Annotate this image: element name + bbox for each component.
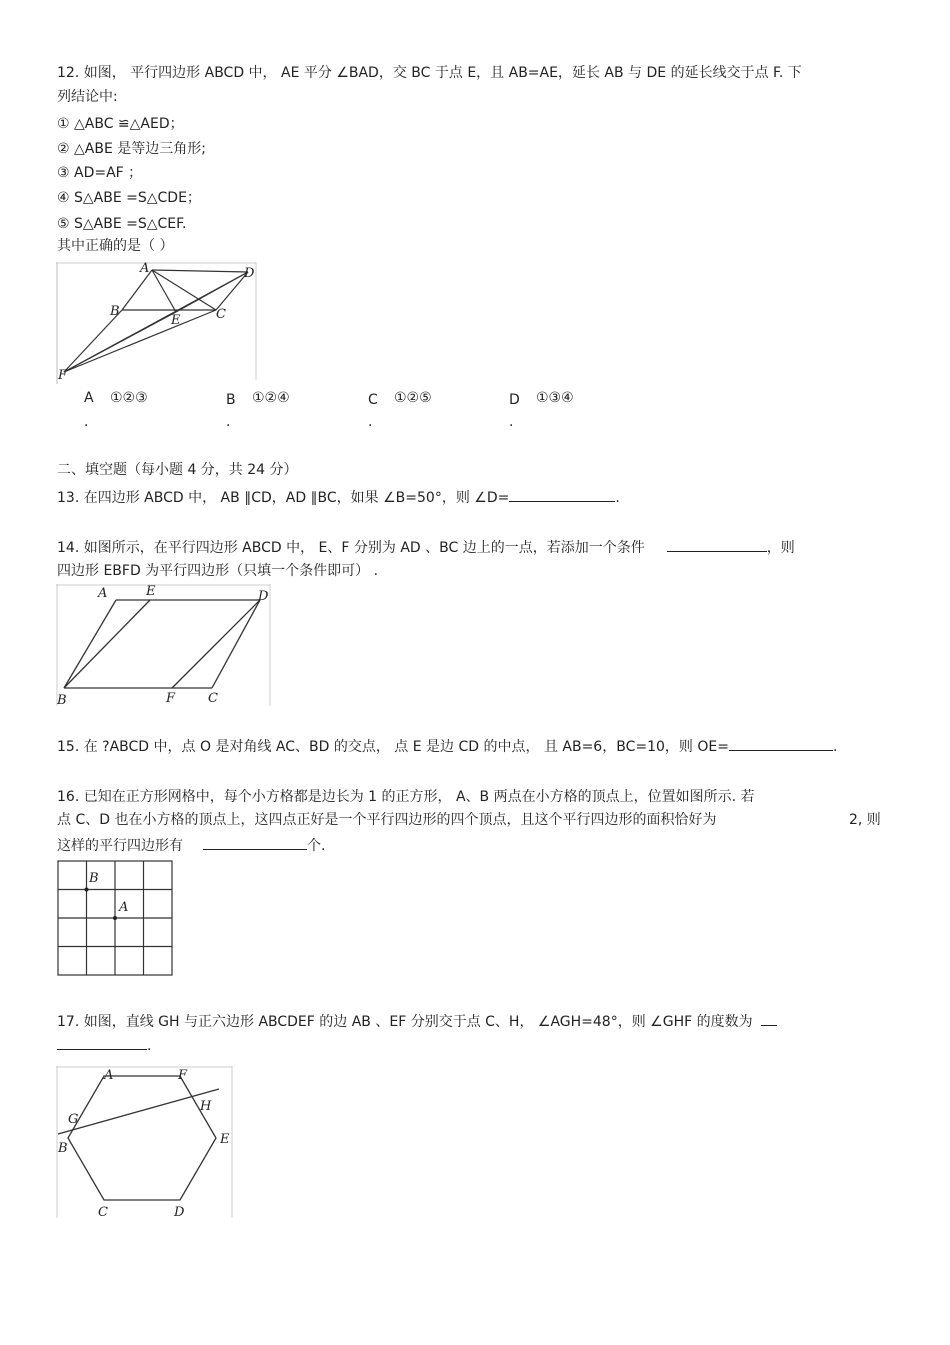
q12-option-b-dot: . <box>226 414 231 430</box>
q16-grid-figure <box>56 859 176 979</box>
q14-label-b: B <box>57 693 67 708</box>
q14-label-a: A <box>98 586 108 601</box>
q12-label-c: C <box>216 307 226 322</box>
q12-line1: 12. 如图， 平行四边形 ABCD 中， AE 平分 ∠BAD，交 BC 于点 E，且 AB=AE，延长 AB 与 DE 的延长线交于点 F. 下 <box>57 65 802 81</box>
q12-option-c-letter[interactable]: C <box>368 392 378 408</box>
q12-label-d: D <box>244 266 255 281</box>
q12-option-a-letter[interactable]: A <box>84 390 94 406</box>
q13-stem: 13. 在四边形 ABCD 中， AB ∥CD，AD ∥BC，如果 ∠B=50°，则 ∠D= <box>57 490 510 506</box>
q17-label-c: C <box>98 1205 108 1220</box>
q12-label-f: F <box>58 368 68 383</box>
q12-statement-3: ③ AD=AF ； <box>57 165 143 181</box>
q17-hexagon-figure <box>56 1066 234 1222</box>
q12-prompt: 其中正确的是（ ） <box>57 238 174 254</box>
q16-answer-blank[interactable] <box>203 837 307 850</box>
q16-line2: 点 C、D 也在小方格的顶点上，这四点正好是一个平行四边形的四个顶点，且这个平行四边形的面积恰好为 <box>57 812 717 828</box>
q14-label-c: C <box>208 691 218 706</box>
q14-stem: 14. 如图所示，在平行四边形 ABCD 中， E、F 分别为 AD 、BC 边上的一点，若添加一个条件 <box>57 540 645 556</box>
q14-answer-blank[interactable] <box>667 539 767 552</box>
q12-option-d-text[interactable]: ①③④ <box>536 390 574 406</box>
q17-label-a: A <box>104 1068 114 1083</box>
q17-answer-blank-start[interactable] <box>761 1013 777 1026</box>
q17-label-g: G <box>68 1112 79 1127</box>
q16-stem: 这样的平行四边形有 <box>57 838 183 854</box>
q12-statement-5: ⑤ S△ABE =S△CEF. <box>57 216 187 232</box>
q17-tail: . <box>147 1038 152 1054</box>
q15-tail: . <box>832 739 838 755</box>
q12-statement-4: ④ S△ABE =S△CDE； <box>57 190 201 206</box>
q17-label-f: F <box>178 1068 188 1083</box>
q12-option-c-dot: . <box>368 414 373 430</box>
q12-option-c-text[interactable]: ①②⑤ <box>394 390 432 406</box>
q16-line1: 16. 已知在正方形网格中，每个小方格都是边长为 1 的正方形， A、B 两点在小方格的顶点上，位置如图所示. 若 <box>57 789 755 805</box>
q17-line1 <box>57 1013 777 1031</box>
q17-label-b: B <box>58 1141 68 1156</box>
q15-answer-blank[interactable] <box>729 738 833 751</box>
q12-option-a-text[interactable]: ①②③ <box>110 390 148 406</box>
q13-text <box>57 489 620 507</box>
q16-tail: 个. <box>307 838 326 854</box>
q13-tail: . <box>615 490 620 506</box>
q12-label-a: A <box>140 262 150 276</box>
q15-stem: 15. 在 ?ABCD 中，点 O 是对角线 AC、BD 的交点， 点 E 是边 CD 的中点， 且 AB=6，BC=10，则 OE= <box>57 739 729 755</box>
q14-label-e: E <box>146 584 156 599</box>
q12-option-a-dot: . <box>84 414 89 430</box>
q12-line2: 列结论中: <box>57 89 118 105</box>
q12-option-d-letter[interactable]: D <box>509 392 520 408</box>
q14-tail: ，则 <box>766 540 795 556</box>
q17-label-h: H <box>200 1099 212 1114</box>
q15-text <box>57 738 837 756</box>
q17-label-d: D <box>174 1205 185 1220</box>
q17-stem: 17. 如图，直线 GH 与正六边形 ABCDEF 的边 AB 、EF 分别交于点 C、H， ∠AGH=48°，则 ∠GHF 的度数为 <box>57 1014 753 1030</box>
q12-statement-2: ② △ABE 是等边三角形; <box>57 141 206 157</box>
q16-line2-tail: 2, 则 <box>849 812 881 828</box>
q12-label-b: B <box>110 304 120 319</box>
q14-line1 <box>57 539 795 557</box>
q13-answer-blank[interactable] <box>509 489 615 502</box>
q16-label-b: B <box>89 871 99 886</box>
q16-line3 <box>57 837 325 855</box>
q14-label-d: D <box>258 589 269 604</box>
section2-heading: 二、填空题（每小题 4 分，共 24 分） <box>57 462 298 478</box>
q17-line2 <box>57 1037 151 1055</box>
q14-label-f: F <box>166 691 176 706</box>
q12-option-d-dot: . <box>509 414 514 430</box>
q12-statement-1: ① △ABC ≌△AED； <box>57 116 184 132</box>
q12-option-b-letter[interactable]: B <box>226 392 236 408</box>
q12-figure <box>56 262 260 384</box>
q12-label-e: E <box>171 313 181 328</box>
q16-label-a: A <box>119 900 129 915</box>
q14-line2: 四边形 EBFD 为平行四边形（只填一个条件即可） . <box>57 563 379 579</box>
q17-label-e: E <box>220 1132 230 1147</box>
q12-option-b-text[interactable]: ①②④ <box>252 390 290 406</box>
q14-figure <box>56 584 274 708</box>
q17-answer-blank-end[interactable] <box>57 1037 147 1050</box>
